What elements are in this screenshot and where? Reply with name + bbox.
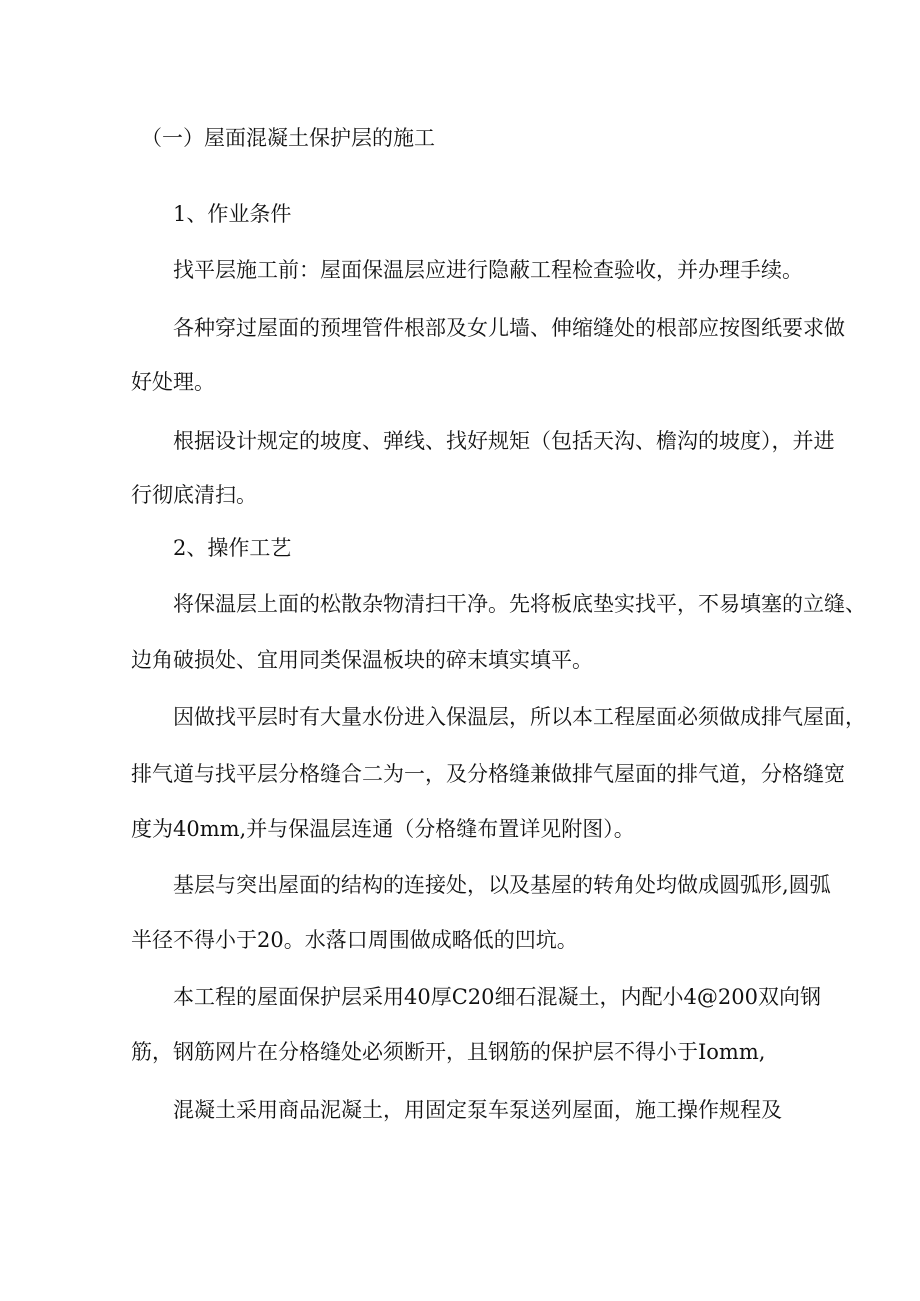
paragraph-line: 好处理。	[131, 370, 215, 394]
paragraph-line: 边角破损处、宜用同类保温板块的碎末填实填平。	[131, 648, 593, 672]
paragraph-line: 行彻底清扫。	[131, 483, 257, 507]
paragraph-line: 基层与突出屋面的结构的连接处，以及基屋的转角处均做成圆弧形,圆弧	[173, 873, 831, 897]
section-heading: （一）屋面混凝土保护层的施工	[141, 126, 435, 150]
paragraph-line: 半径不得小于20。水落口周围做成略低的凹坑。	[131, 928, 578, 952]
subheading-work-conditions: 1、作业条件	[173, 202, 292, 226]
paragraph-line: 排气道与找平层分格缝合二为一，及分格缝兼做排气屋面的排气道，分格缝宽	[131, 762, 845, 786]
paragraph-line: 各种穿过屋面的预埋管件根部及女儿墙、伸缩缝处的根部应按图纸要求做	[173, 316, 845, 340]
paragraph-line: 根据设计规定的坡度、弹线、找好规矩（包括天沟、檐沟的坡度），并进	[173, 429, 835, 453]
paragraph-line: 混凝土采用商品泥凝土，用固定泵车泵送列屋面，施工操作规程及	[173, 1098, 782, 1122]
paragraph-line: 度为40mm,并与保温层连通（分格缝布置详见附图）。	[131, 817, 635, 841]
paragraph-line: 找平层施工前：屋面保温层应进行隐蔽工程检查验收，并办理手续。	[173, 258, 803, 282]
paragraph-line: 筋，钢筋网片在分格缝处必须断开，且钢筋的保护层不得小于Iomm,	[131, 1040, 766, 1064]
paragraph-line: 因做找平层时有大量水份进入保温层，所以本工程屋面必须做成排气屋面，	[173, 705, 866, 729]
paragraph-line: 本工程的屋面保护层采用40厚C20细石混凝土，内配小4@200双向钢	[173, 985, 821, 1009]
subheading-operation-process: 2、操作工艺	[173, 536, 292, 560]
paragraph-line: 将保温层上面的松散杂物清扫干净。先将板底垫实找平，不易填塞的立缝、	[173, 592, 866, 616]
